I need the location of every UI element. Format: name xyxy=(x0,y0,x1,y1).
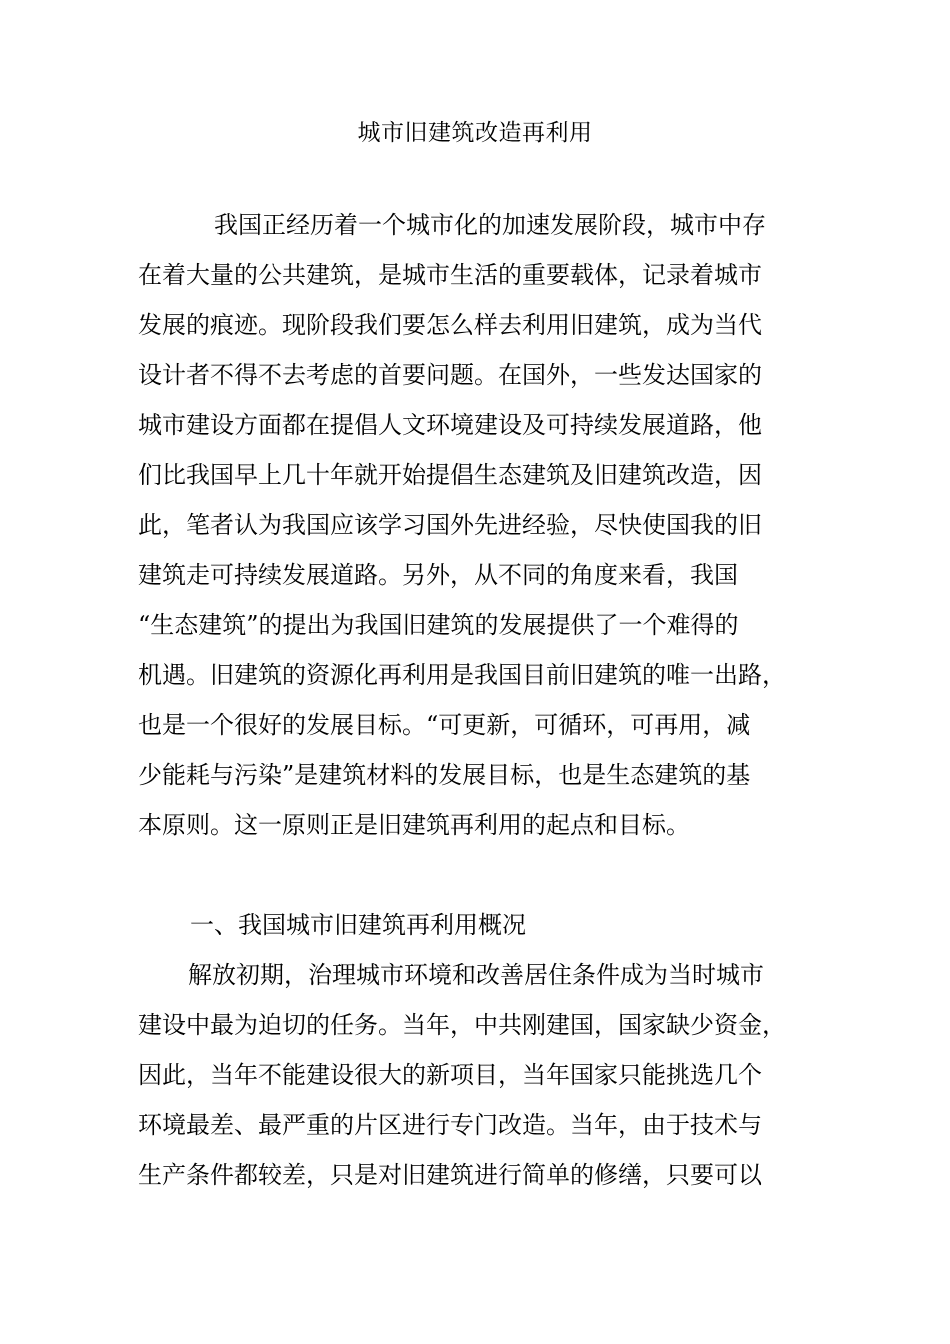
paragraph-line: 在着大量的公共建筑，是城市生活的重要载体，记录着城市 xyxy=(138,261,762,289)
intro-paragraph xyxy=(138,200,828,850)
document-title: 城市旧建筑改造再利用 xyxy=(357,120,593,146)
paragraph-line: “生态建筑”的提出为我国旧建筑的发展提供了一个难得的 xyxy=(138,611,739,639)
paragraph-line: 本原则。这一原则正是旧建筑再利用的起点和目标。 xyxy=(138,811,690,839)
paragraph-line: 们比我国早上几十年就开始提倡生态建筑及旧建筑改造，因 xyxy=(138,461,762,489)
paragraph-line: 生产条件都较差，只是对旧建筑进行简单的修缮，只要可以 xyxy=(138,1161,762,1189)
paragraph-line: 也是一个很好的发展目标。“可更新，可循环，可再用，减 xyxy=(138,711,751,739)
paragraph-line: 我国正经历着一个城市化的加速发展阶段，城市中存 xyxy=(214,211,766,239)
paragraph-line: 机遇。旧建筑的资源化再利用是我国目前旧建筑的唯一出路， xyxy=(138,661,786,689)
section-heading: 一、我国城市旧建筑再利用概况 xyxy=(190,911,526,939)
paragraph-line: 设计者不得不去考虑的首要问题。在国外，一些发达国家的 xyxy=(138,361,762,389)
paragraph-line: 建设中最为迫切的任务。当年，中共刚建国，国家缺少资金， xyxy=(138,1011,786,1039)
paragraph-line: 环境最差、最严重的片区进行专门改造。当年，由于技术与 xyxy=(138,1111,762,1139)
paragraph-line: 此，笔者认为我国应该学习国外先进经验，尽快使国我的旧 xyxy=(138,511,762,539)
paragraph-line: 因此，当年不能建设很大的新项目，当年国家只能挑选几个 xyxy=(138,1061,762,1089)
paragraph-line: 建筑走可持续发展道路。另外，从不同的角度来看，我国 xyxy=(138,561,738,589)
paragraph-line: 解放初期，治理城市环境和改善居住条件成为当时城市 xyxy=(188,961,764,989)
section1-paragraph xyxy=(138,950,828,1200)
paragraph-line: 城市建设方面都在提倡人文环境建设及可持续发展道路，他 xyxy=(138,411,762,439)
paragraph-line: 发展的痕迹。现阶段我们要怎么样去利用旧建筑，成为当代 xyxy=(138,311,762,339)
paragraph-line: 少能耗与污染”是建筑材料的发展目标，也是生态建筑的基 xyxy=(138,761,751,789)
